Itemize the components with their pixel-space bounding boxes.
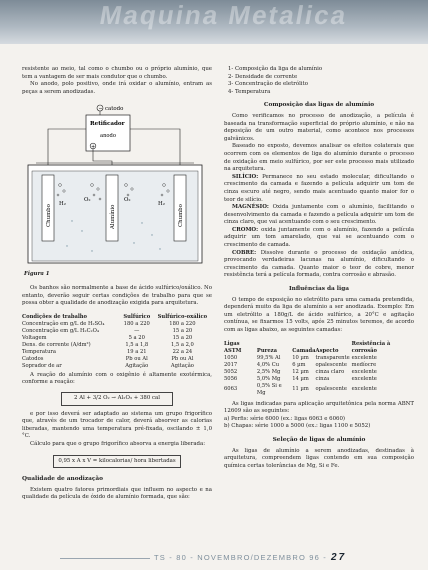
silicio-text: Permanece no seu estado molecular, dificultando o crescimento da camada e fazendo a película adquirir um tom de cinza escuro até negro, sendo mais acentuado quanto maior for o teor de silício.: [224, 173, 415, 203]
table-row: [22, 349, 212, 356]
alloys-header: Pureza: [256, 347, 277, 354]
cobre-label: COBRE:: [232, 249, 257, 256]
svg-text:+: +: [91, 144, 96, 151]
issue-label: TS - 80 - NOVEMBRO/DEZEMBRO 96 -: [154, 553, 328, 562]
table-cell: transparente: [315, 354, 350, 361]
magnesio-label: MAGNÉSIO:: [232, 204, 269, 211]
table-cell: Soprador de ar: [22, 362, 62, 369]
factors-list: [228, 66, 414, 96]
quality-paragraph: Existem quatro fatores primordiais que influem no aspecto e na qualidade da película de óxido de alumínio formada, que são:: [22, 486, 212, 501]
sheet-item: b) Chapas: série 1000 a 5000 (ex.: ligas 1100 e 5052): [224, 423, 371, 430]
selection-paragraph: As ligas de alumínio a serem anodizadas, destinadas à arquitetura, compreendem ligas contendo em sua composição química certas tolerâncias de Mg, Si e Fe.: [224, 447, 414, 469]
cobre-text: Dissolve durante o processo de oxidação anódica, provocando verdadeiras lacunas na alumínio, dificultando o crescimento da camada. Quanto maior o teor de cobre, menor resistência terá a película formada, contra corrosão e abrasão.: [224, 249, 414, 279]
selection-title: Seleção de ligas de alumínio: [272, 436, 366, 443]
table-cell: 11 µm: [292, 386, 309, 393]
profile-item: a) Perfis: série 6000 (ex.: ligas 6063 e 6060): [224, 415, 345, 422]
table-cell: excelente: [351, 354, 377, 361]
table-cell: Pb ou Al: [171, 355, 194, 362]
list-item: 3- Concentração de eletrólito: [228, 81, 308, 88]
table-cell: 1050: [224, 354, 238, 361]
table-cell: 0,5% Si e Mg: [256, 382, 282, 396]
table-cell: 6063: [224, 386, 238, 393]
table-cell: 6 µm: [292, 361, 306, 368]
table-cell: 180 a 220: [169, 320, 196, 327]
h2-label-right: H₂: [158, 201, 165, 208]
bases-paragraph: Baseado no exposto, devemos analisar os efeitos colaterais que ocorrem com os elementos de liga do alumínio durante o processo de oxidação em meio sulfúrico, por ser este processo mais utilizado na arquitetura.: [224, 143, 414, 173]
magnesio-paragraph: [224, 204, 414, 227]
conditions-header: Sulfúrico: [123, 313, 151, 320]
table-cell: opalescente: [315, 361, 347, 368]
table-cell: excelente: [351, 368, 377, 375]
liga-title: Influências da liga: [288, 286, 350, 293]
table-cell: 2017: [224, 361, 238, 368]
table-row: [224, 355, 414, 362]
table-row: [22, 321, 212, 328]
footer-text: [150, 552, 350, 563]
refrigeration-paragraph: e por isso deverá ser adaptado ao sistema um grupo frigorífico que, através de um trocador de calor, deverá absorver as calorias liberadas, mantendo uma temperatura pré-fixada, oscilando ± 1,0 °C.: [22, 410, 212, 440]
figure-caption: Figura 1: [24, 271, 50, 278]
table-cell: Temperatura: [22, 348, 57, 355]
left-column: [22, 66, 212, 502]
cobre-paragraph: [224, 250, 414, 280]
page-footer: [0, 550, 428, 570]
intro-paragraph: resistente ao meio, tal como o chumbo ou o próprio alumínio, que tem a vantagem de ser mais condutor que o chumbo.: [22, 66, 212, 80]
table-row: [22, 363, 212, 370]
quality-title: Qualidade de anodização: [22, 476, 104, 483]
table-cell: cinza: [315, 375, 330, 382]
chumbo-right-label: Chumbo: [178, 204, 184, 228]
silicio-label: SILÍCIO:: [232, 173, 259, 180]
alloys-table: [224, 341, 414, 397]
recommended-paragraph: As ligas indicadas para aplicação arquitetônica pela norma ABNT 12609 são as seguintes:: [224, 400, 414, 415]
anodizing-diagram: [22, 101, 208, 269]
table-cell: 10 µm: [292, 354, 309, 361]
conditions-header: Condições de trabalho: [22, 313, 88, 320]
table-cell: 1,5 a 1,8: [125, 341, 149, 348]
table-cell: 99,5% Al: [256, 354, 281, 361]
conditions-table: [22, 314, 212, 370]
table-cell: Agitação: [170, 362, 194, 369]
table-cell: 2,5% Mg: [256, 368, 281, 375]
alloys-header: Camada: [292, 347, 316, 354]
table-cell: opalescente: [315, 386, 347, 393]
o2-label-right: O₂: [124, 197, 131, 204]
reaction-paragraph: A reação do alumínio com o oxigênio é altamente exotérmica, conforme a reação:: [22, 371, 212, 386]
table-cell: —: [134, 327, 140, 334]
page-number: 27: [331, 552, 347, 563]
table-cell: Voltagem: [22, 334, 47, 341]
alloys-header: Ligas ASTM: [224, 340, 242, 354]
silicio-paragraph: [224, 174, 414, 204]
list-item: 1- Composição da liga de alumínio: [228, 66, 323, 72]
table-row: [22, 328, 212, 335]
list-item: 2- Densidade de corrente: [228, 73, 298, 80]
anodo-label: anodo: [100, 133, 117, 140]
table-cell: 5056: [224, 375, 238, 382]
energy-formula: 0,95 x A x V = kilocalorias/ hora libertadas: [53, 455, 181, 469]
table-row: [22, 342, 212, 349]
table-row: [224, 383, 414, 397]
table-row: [224, 369, 414, 376]
table-cell: 14 µm: [292, 375, 309, 382]
alloys-header: Aspecto: [315, 347, 339, 354]
table-cell: 5 a 20: [128, 334, 145, 341]
table-cell: Pb ou Al: [125, 355, 148, 362]
table-cell: Concentração em g/L de H₂SO₄: [22, 320, 105, 327]
table-cell: 5052: [224, 368, 238, 375]
table-cell: 15 a 20: [172, 327, 193, 334]
header-ghost-text: Maquina Metalica: [97, 0, 351, 30]
table-cell: 15 a 20: [172, 334, 193, 341]
table-row: [224, 376, 414, 383]
retificador-label: Retificador: [90, 121, 125, 128]
anodizing-figure: [22, 101, 208, 269]
conditions-header: Sulfúrico-oxálico: [157, 313, 208, 320]
aluminio-label: Alumínio: [110, 205, 116, 230]
magnesio-text: Oxida juntamente com o alumínio, facilitando o desenvolvimento da camada e fazendo a película adquirir um tom de cinza claro, que vai acentuando com o seu crescimento.: [224, 204, 414, 226]
table-cell: cinza claro: [315, 368, 345, 375]
svg-text:−: −: [98, 106, 103, 113]
h2-label-left: H₂: [59, 201, 66, 208]
cromo-paragraph: [224, 227, 414, 250]
table-cell: 19 a 21: [126, 348, 147, 355]
list-item: 4- Temperatura: [228, 88, 271, 95]
liga-paragraph: O tempo de exposição no eletrólito para uma camada pretendida, dependerá muito da liga de alumínio a ser anodizada. Exemplo: Em um eletrólito a 180g/L de ácido sulfúrico, a 20°C e agitação contínua, se fixarmos 15 volts, após 25 minutos teremos, de acordo com as ligas abaixo, as seguintes camadas:: [224, 296, 414, 333]
reaction-formula: 2 Al + 3/2 O₂ → Al₂O₃ + 380 cal: [61, 392, 173, 406]
table-cell: 22 a 24: [172, 348, 193, 355]
table-cell: excelente: [351, 386, 377, 393]
chumbo-left-label: Chumbo: [46, 204, 52, 228]
table-row: [224, 362, 414, 369]
table-cell: 5,0% Mg: [256, 375, 281, 382]
right-column: [224, 66, 414, 470]
table-cell: medíocre: [351, 361, 377, 368]
table-cell: Catodos: [22, 355, 44, 362]
bath-paragraph: Os banhos são normalmente a base de ácido sulfúrico/oxálico. No entanto, deverão seguir certas condições de trabalho para que se possa obter a qualidade de anodização exigida para arquitetura.: [22, 284, 212, 307]
composition-paragraph: Como verificamos no processo de anodização, a película é baseada na transformação superficial do próprio alumínio, e não na deposição de um outro material, como acontece nos processos galvânicos.: [224, 112, 414, 142]
table-cell: 4,0% Cu: [256, 361, 280, 368]
calculation-paragraph: Cálculo para que o grupo frigorífico absorva a energia liberada:: [30, 440, 206, 447]
table-cell: Dens. de corrente (A/dm²): [22, 341, 91, 348]
composition-title: Composição das ligas de alumínio: [263, 102, 375, 109]
table-cell: Concentração em g/L H₂C₂O₄: [22, 327, 99, 334]
table-cell: 12 µm: [292, 368, 309, 375]
header-band: [0, 0, 428, 44]
alloys-header: Resistência à corrosão: [351, 340, 391, 354]
cromo-label: CROMO:: [232, 226, 259, 233]
table-row: [22, 356, 212, 363]
table-cell: 1,5 a 2,0: [170, 341, 194, 348]
o2-label-left: O₂: [84, 197, 91, 204]
table-cell: 180 a 220: [123, 320, 150, 327]
catodo-label: catodo: [105, 106, 124, 113]
cromo-text: oxida juntamente com o alumínio, fazendo a película adquirir um tom amarelado, que vai se acentuando com o crescimento de camada.: [224, 226, 414, 249]
table-row: [22, 335, 212, 342]
table-cell: Agitação: [125, 362, 149, 369]
table-cell: excelente: [351, 375, 377, 382]
anodo-paragraph: No anodo, polo positivo, onde irá oxidar o alumínio, entram as peças a serem anodizadas.: [22, 81, 212, 95]
